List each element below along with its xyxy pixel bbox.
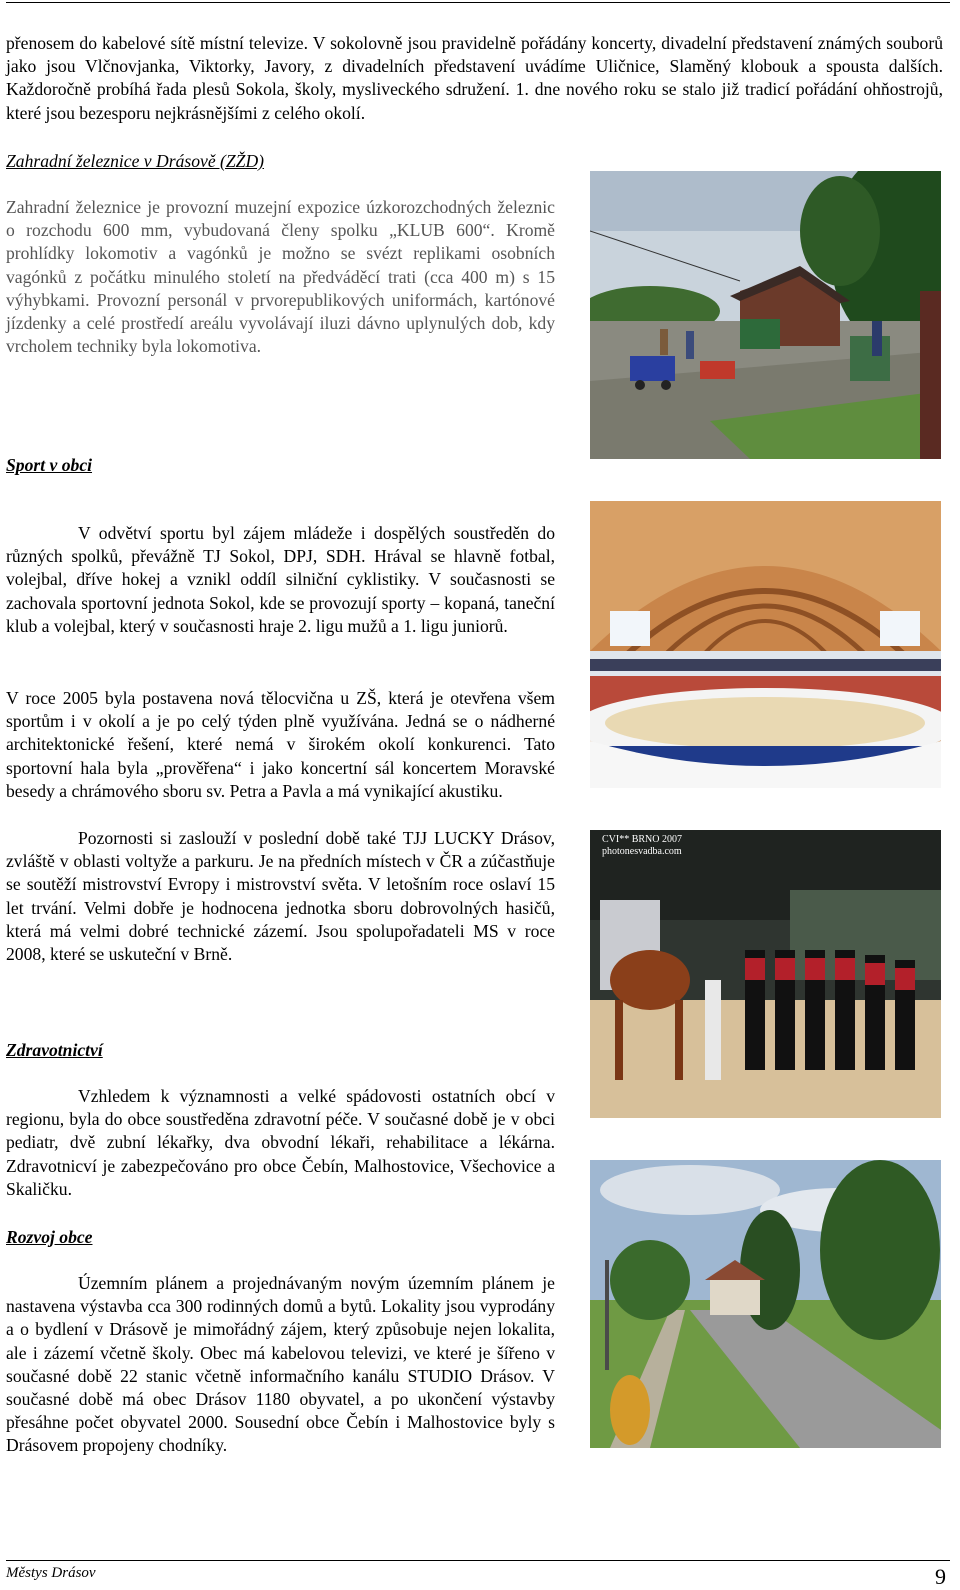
photo-watermark [602, 834, 682, 858]
watermark-line-1: CVI** BRNO 2007 [602, 834, 683, 845]
heading-development: Rozvoj obce [6, 1227, 93, 1247]
intro-paragraph: přenosem do kabelové sítě místní televize. V sokolovně jsou pravidelně pořádány koncerty, divadelní představení známých souborů jako jsou Vlčnovjanka, Viktorky, Javory, z divadelních představení uvádíme Uličnice, Slaměný klobouk a spousta dalších. Každoročně probíhá řada plesů Sokola, školy, mysliveckého sdružení. 1. dne nového roku se stalo již tradicí pořádání ohňostrojů, které jsou bezesporu nejkrásnějšími z celého okolí. [6, 33, 943, 123]
railway-paragraph: Zahradní železnice je provozní muzejní expozice úzkorozchodných železnic o rozchodu 600 mm, vybudovaná členy spolku „KLUB 600“. Kromě prohlídky lokomotiv a vagónků je možno se svézt replikami osobních vagónků z počátku minulého století na předváděcí trati (cca 400 m) s 15 výhybkami. Provozní personál v prvorepublikových uniformách, kartónové jízdenky a celé prostředí areálu vyvolávají iluzi dávno uplynulých dob, kdy vrcholem techniky byla lokomotiva. [6, 197, 555, 357]
sports-hall-photo [590, 501, 941, 788]
vaulting-photo [590, 830, 941, 1118]
top-rule [6, 2, 950, 3]
footer-town-name: Městys Drásov [6, 1565, 96, 1581]
development-paragraph: Územním plánem a projednávaným novým územním plánem je nastavena výstavba cca 300 rodinných domů a bytů. Lokality jsou vyprodány a o bydlení v Drásově je mimořádný zájem, který způsobuje nejen lokalita, ale i zázemí včetně školy. Obec má kabelovou televizi, ve které je šířeno v současné době 22 stanic včetně informačního kanálu STUDIO Drásov. V současné době má obec Drásov 1180 obyvatel, a po ukončení výstavby přesáhne počet obyvatel 2000. Sousední obce Čebín i Malhostovice byly s Drásovem propojeny chodníky. [6, 1273, 555, 1456]
healthcare-paragraph: Vzhledem k významnosti a velké spádovosti ostatních obcí v regionu, byla do obce soustředěna zdravotní péče. V současné době je v obci pediatr, dvě zubní lékařky, dva obvodní lékaři, rehabilitace a lékárna. Zdravotnicví je zabezpečováno pro obce Čebín, Malhostovice, Všechovice a Skaličku. [6, 1086, 555, 1199]
heading-sport: Sport v obci [6, 455, 93, 475]
garden-railway-photo [590, 171, 941, 459]
heading-garden-railway: Zahradní železnice v Drásově (ZŽD) [6, 151, 265, 171]
village-street-photo [590, 1160, 941, 1448]
page-number: 9 [935, 1564, 946, 1589]
sport-paragraph-2: V roce 2005 byla postavena nová tělocvična u ZŠ, která je otevřena všem sportům i v okolí a je po celý týden plně využívána. Jedná se o nádherné architektonické řešení, které nemá v širokém okolí konkurenci. Tato sportovní hala byla „prověřena“ i jako koncertní sál koncertem Moravské besedy a chrámového sboru sv. Petra a Pavla a má vynikající akustiku. [6, 688, 555, 801]
sport-paragraph-1: V odvětví sportu byl zájem mládeže i dospělých soustředěn do různých spolků, převážně TJ Sokol, DPJ, SDH. Hrával se hlavně fotbal, volejbal, dříve hokej a vznikl oddíl silniční cyklistiky. V současnosti se zachovala sportovní jednota Sokol, kde se provozují sporty – kopaná, taneční klub a volejbal, který v současnosti hraje 2. ligu mužů a 1. ligu juniorů. [6, 523, 555, 636]
footer-rule [6, 1560, 950, 1561]
heading-healthcare: Zdravotnictví [6, 1040, 103, 1060]
sport-paragraph-3: Pozornosti si zaslouží v poslední době také TJJ LUCKY Drásov, zvláště v oblasti voltyže a parkuru. Je na předních místech v ČR a zúčastňuje se soutěží mistrovství Evropy i mistrovství světa. V letošním roce oslaví 15 let trvání. Velmi dobře je hodnocena jednotka sboru dobrovolných hasičů, která má velmi dobré technické zázemí. Jsou spolupořadateli MS v roce 2008, které se uskuteční v Brně. [6, 828, 555, 965]
watermark-line-2: photonesvadba.com [602, 846, 682, 857]
